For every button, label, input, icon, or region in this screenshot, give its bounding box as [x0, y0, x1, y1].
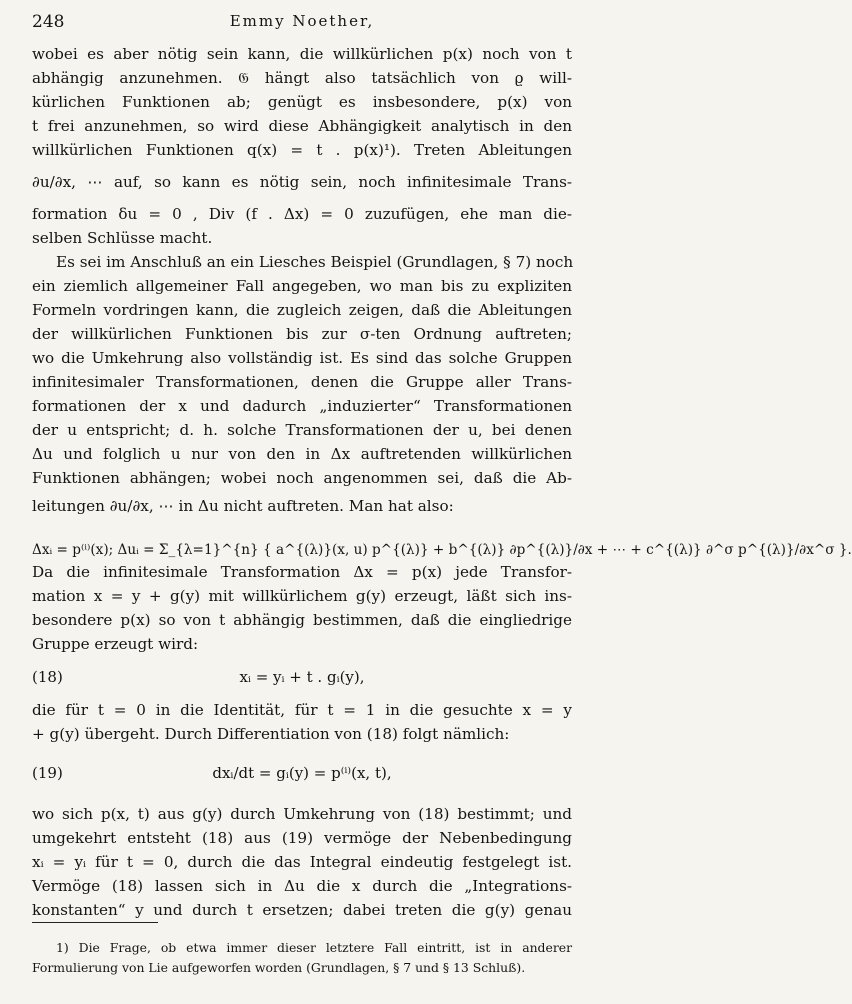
footnote-rule [32, 922, 158, 923]
text-line: + g(y) übergeht. Durch Differentiation von (18) folgt nämlich: [32, 725, 510, 743]
text-line: xᵢ = yᵢ für t = 0, durch die das Integral eindeutig festgelegt ist. [32, 853, 572, 871]
text-line: besondere p(x) so von t abhängig bestimmen, daß die eingliedrige [32, 611, 572, 629]
text-line: selben Schlüsse macht. [32, 229, 213, 247]
equation-body: xᵢ = yᵢ + t . gᵢ(y), [239, 668, 365, 686]
equation-number: (18) [32, 668, 63, 686]
text-line: abhängig anzunehmen. 𝔊 hängt also tatsächlich von ϱ will- [32, 69, 572, 87]
text-line: Vermöge (18) lassen sich in Δu die x durch die „Integrations- [32, 877, 572, 895]
equation-body: dxᵢ/dt = gᵢ(y) = p⁽ⁱ⁾(x, t), [212, 764, 392, 782]
equation-19 [32, 758, 572, 788]
text-line: t frei anzunehmen, so wird diese Abhängigkeit analytisch in den [32, 117, 572, 135]
footnote-line: Formulierung von Lie aufgeworfen worden (Grundlagen, § 7 und § 13 Schluß). [32, 960, 526, 975]
text-line: formationen der x und dadurch „induzierter“ Transformationen [32, 397, 572, 415]
running-head: Emmy Noether, [229, 12, 375, 30]
page-header [32, 12, 572, 34]
equation-18 [32, 664, 572, 690]
text-line: wo sich p(x, t) aus g(y) durch Umkehrung von (18) bestimmt; und [32, 805, 572, 823]
text-line: wobei es aber nötig sein kann, die willkürlichen p(x) noch von t [32, 45, 572, 63]
text-line: Da die infinitesimale Transformation Δx = p(x) jede Transfor- [32, 563, 572, 581]
text-line: infinitesimaler Transformationen, denen die Gruppe aller Trans- [32, 373, 572, 391]
equation-main: Δxᵢ = p⁽ⁱ⁾(x); Δuᵢ = Σ_{λ=1}^{n} { a^{(λ)}(x, u) p^{(λ)} + b^{(λ)} ∂p^{(λ)}/∂x + ⋯ + c^{(λ)} ∂^σ p^{(λ)}/∂x^σ }. [32, 542, 852, 558]
text-line: Gruppe erzeugt wird: [32, 635, 199, 653]
text-line: ∂u/∂x, ⋯ auf, so kann es nötig sein, noch infinitesimale Trans- [32, 173, 572, 191]
footnote-line: 1) Die Frage, ob etwa immer dieser letztere Fall eintritt, ist in anderer [56, 940, 572, 955]
page-number: 248 [32, 12, 65, 32]
text-line: Formeln vordringen kann, die zugleich zeigen, daß die Ableitungen [32, 301, 572, 319]
text-line: der willkürlichen Funktionen bis zur σ-ten Ordnung auftreten; [32, 325, 572, 343]
text-line: leitungen ∂u/∂x, ⋯ in Δu nicht auftreten. Man hat also: [32, 497, 454, 515]
text-line: die für t = 0 in die Identität, für t = 1 in die gesuchte x = y [32, 701, 572, 719]
text-line: der u entspricht; d. h. solche Transformationen der u, bei denen [32, 421, 572, 439]
text-line: Es sei im Anschluß an ein Liesches Beispiel (Grundlagen, § 7) noch [56, 253, 574, 271]
text-line: willkürlichen Funktionen q(x) = t . p(x)¹). Treten Ableitungen [32, 141, 572, 159]
equation-number: (19) [32, 764, 63, 782]
text-line: Funktionen abhängen; wobei noch angenommen sei, daß die Ab- [32, 469, 572, 487]
text-line: konstanten“ y und durch t ersetzen; dabei treten die g(y) genau [32, 901, 572, 919]
text-line: ein ziemlich allgemeiner Fall angegeben, wo man bis zu expliziten [32, 277, 572, 295]
text-line: formation δu = 0 , Div (f . Δx) = 0 zuzufügen, ehe man die- [32, 205, 572, 223]
text-line: umgekehrt entsteht (18) aus (19) vermöge der Nebenbedingung [32, 829, 572, 847]
text-line: Δu und folglich u nur von den in Δx auftretenden willkürlichen [32, 445, 572, 463]
text-line: wo die Umkehrung also vollständig ist. Es sind das solche Gruppen [32, 349, 572, 367]
text-line: mation x = y + g(y) mit willkürlichem g(y) erzeugt, läßt sich ins- [32, 587, 572, 605]
text-line: kürlichen Funktionen ab; genügt es insbesondere, p(x) von [32, 93, 572, 111]
